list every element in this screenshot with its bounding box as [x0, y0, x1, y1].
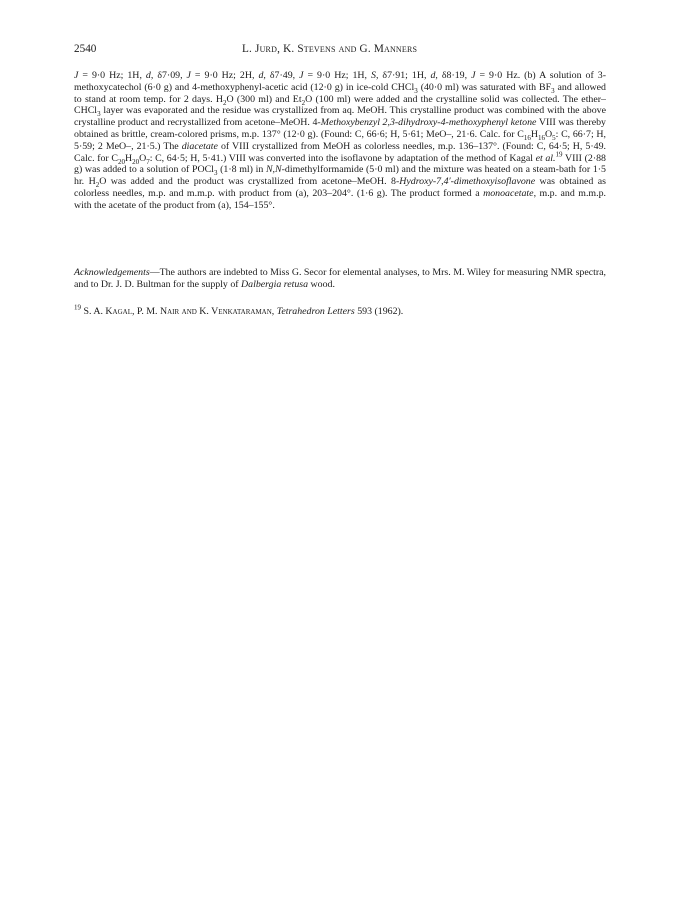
subscript: 20 [117, 157, 125, 166]
text-run: O was added and the product was crystallized from acetone–MeOH. 8- [99, 176, 400, 188]
reference-entry [74, 303, 606, 318]
page-number: 2540 [74, 43, 97, 55]
subscript: 3 [551, 86, 555, 95]
subscript: 2 [301, 98, 306, 107]
text-run: VIII was thereby obtained as brittle, cream-colored prisms, m.p. 137° (12·0 g). (Found: C, 66·6; H, 5·61; MeO–, 21·6. Calc. for C [74, 117, 606, 140]
text-run: J [186, 70, 191, 81]
text-run: N,N [265, 164, 282, 176]
text-run: was obtained as colorless needles, m.p. and m.m.p. with product from (a), 203–204°. (1·6 g). The product formed a [74, 176, 606, 199]
text-run: , δ7·49, [263, 70, 300, 81]
text-run: : C, 66·7; H, 5·59; 2 MeO–, 21·5.) The [74, 128, 606, 152]
text-run: d [145, 70, 151, 81]
species-name: Dalbergia retusa [241, 278, 309, 290]
text-run: S [371, 70, 376, 81]
text-run: , m.p. and m.m.p. with the acetate of the product from (a), 154–155°. [74, 187, 606, 211]
subscript: 2 [95, 181, 100, 190]
text-run: of VIII crystallized from MeOH as colorless needles, m.p. 136–137°. (Found: C, 64·5; H, 5·49. Calc. for C [74, 140, 606, 164]
subscript: 20 [132, 157, 140, 166]
reference-number: 19 [74, 303, 81, 312]
text-run: layer was evaporated and the residue was crystallized from aq. MeOH. This crystalline product was combined with the above crystalline product and recrystallized from acetone–MeOH. 4- [74, 105, 606, 129]
text-run: = 9·0 Hz; 1H, [78, 70, 146, 81]
text-run: (40·0 ml) was saturated with BF [417, 81, 552, 93]
text-run: d [430, 70, 436, 81]
text-run: d [258, 70, 264, 81]
acknowledgements-paragraph [74, 267, 606, 291]
experimental-paragraph [74, 70, 606, 212]
text-run: : C, 64·5; H, 5·41.) VIII was converted into the isoflavone by adaptation of the method of Kagal [149, 152, 536, 164]
subscript: 16 [523, 133, 531, 142]
text-run: , δ7·09, [150, 70, 187, 81]
text-run: and allowed to stand at room temp. for 2 days. H [74, 81, 606, 105]
subscript: 16 [537, 133, 545, 142]
subscript: 5 [552, 133, 556, 142]
text-run: monoacetate [483, 187, 534, 199]
subscript: 2 [223, 98, 227, 107]
compound-name: Methoxybenzyl 2,3-dihydroxy-4-methoxyphenyl ketone [320, 117, 537, 129]
text-run: —The authors are indebted to Miss G. Secor for elemental analyses, to Mrs. M. Wiley for measuring NMR spectra, and to Dr. J. D. Bultman for the supply of [74, 267, 606, 290]
reference-authors: S. A. Kagal, P. M. Nair and K. Venkataraman, [81, 306, 277, 317]
text-run: = 9·0 Hz. (b) A solution of 3-methoxycatechol (6·0 g) and 4-methoxyphenyl-acetic acid (12·0 g) in ice-cold CHCl [74, 70, 606, 93]
text-run: O [139, 152, 147, 164]
subscript: 3 [97, 110, 101, 119]
reference-marker: 19 [555, 150, 563, 159]
text-run: H [124, 152, 133, 164]
text-run: = 9·0 Hz; 1H, [303, 70, 372, 81]
text-run: O (100 ml) were added and the crystalline solid was collected. The ether–CHCl [74, 93, 606, 117]
text-run: , δ7·91; 1H, [375, 70, 431, 81]
text-run: 593 (1962). [354, 306, 404, 317]
text-run: J [299, 70, 304, 81]
subscript: 3 [414, 86, 418, 95]
text-run: et al. [535, 152, 556, 164]
acknowledgements-heading: Acknowledgements [74, 267, 150, 278]
text-run: J [74, 70, 79, 81]
subscript: 3 [213, 169, 218, 178]
journal-name: Tetrahedron Letters [276, 306, 355, 317]
text-run: diacetate [181, 140, 218, 152]
text-run: H [530, 128, 538, 140]
text-run: O [544, 128, 553, 140]
text-run: J [471, 70, 476, 81]
running-header [74, 43, 606, 59]
compound-name: Hydroxy-7,4′-dimethoxyisoflavone [399, 176, 536, 188]
running-title-authors: L. Jurd, K. Stevens and G. Manners [242, 43, 418, 55]
subscript: 7 [146, 157, 150, 166]
text-run: O (300 ml) and Et [226, 93, 302, 105]
text-run: = 9·0 Hz; 2H, [190, 70, 259, 81]
text-run: wood. [308, 278, 335, 290]
text-run: , δ8·19, [435, 70, 472, 81]
text-run: (1·8 ml) in [217, 164, 266, 176]
text-run: VIII (2·88 g) was added to a solution of POCl [74, 152, 606, 176]
text-run: -dimethylformamide (5·0 ml) and the mixture was heated on a steam-bath for 1·5 hr. H [74, 164, 606, 188]
